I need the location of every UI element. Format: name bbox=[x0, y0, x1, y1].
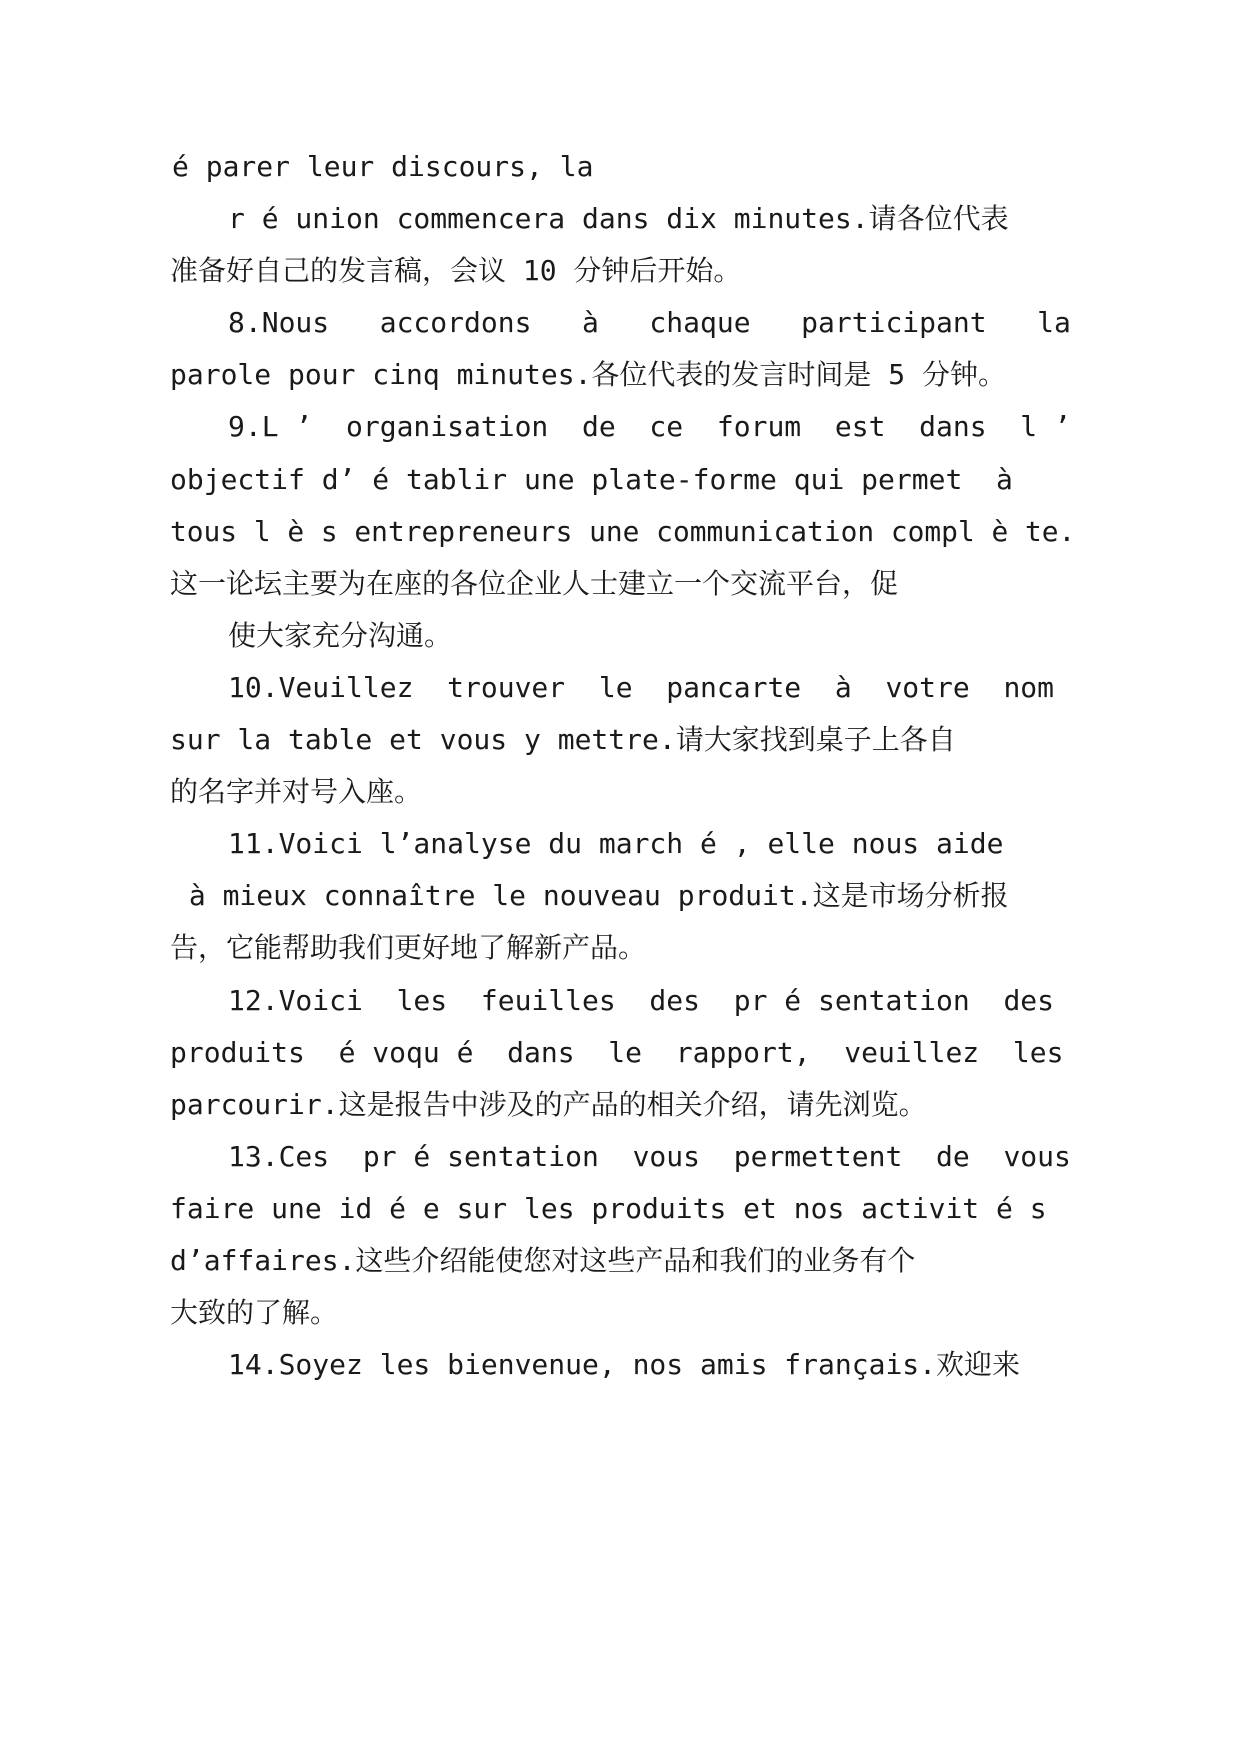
text-line: sur la table et vous y mettre.请大家找到桌子上各自 bbox=[170, 723, 956, 756]
text-line: d’affaires.这些介绍能使您对这些产品和我们的业务有个 bbox=[170, 1244, 916, 1277]
text-line: 9.L ’ organisation de ce forum est dans l ’ bbox=[228, 410, 1071, 443]
text-line: produits é voqu é dans le rapport, veuillez les bbox=[170, 1036, 1064, 1069]
text-line: faire une id é e sur les produits et nos activit é s bbox=[170, 1192, 1047, 1225]
text-line: parcourir.这是报告中涉及的产品的相关介绍，请先浏览。 bbox=[170, 1088, 927, 1121]
text-line: 这一论坛主要为在座的各位企业人士建立一个交流平台，促 bbox=[170, 567, 899, 600]
text-line: 13.Ces pr é sentation vous permettent de vous bbox=[228, 1140, 1071, 1173]
text-line: 的名字并对号入座。 bbox=[170, 775, 423, 808]
text-line: 使大家充分沟通。 bbox=[228, 619, 453, 652]
text-line: 14.Soyez les bienvenue, nos amis français.欢迎来 bbox=[228, 1348, 1021, 1381]
text-line: 准备好自己的发言稿，会议 10 分钟后开始。 bbox=[170, 254, 742, 287]
text-line: r é union commencera dans dix minutes.请各位代表 bbox=[228, 202, 1009, 235]
text-line: 10.Veuillez trouver le pancarte à votre nom bbox=[228, 671, 1055, 704]
text-line: à mieux connaître le nouveau produit.这是市场分析报 bbox=[172, 879, 1009, 912]
text-line: 12.Voici les feuilles des pr é sentation des bbox=[228, 984, 1055, 1017]
text-line: 11.Voici l’analyse du march é , elle nous aide bbox=[228, 827, 1004, 860]
text-line: parole pour cinq minutes.各位代表的发言时间是 5 分钟。 bbox=[170, 358, 1007, 391]
text-line: objectif d’ é tablir une plate-forme qui permet à bbox=[170, 463, 1013, 496]
text-line: tous l è s entrepreneurs une communication compl è te. bbox=[170, 515, 1076, 548]
text-line: é parer leur discours, la bbox=[172, 150, 594, 183]
text-line: 告，它能帮助我们更好地了解新产品。 bbox=[170, 931, 647, 964]
text-line: 8.Nous accordons à chaque participant la bbox=[228, 306, 1071, 339]
text-line: 大致的了解。 bbox=[170, 1296, 339, 1329]
